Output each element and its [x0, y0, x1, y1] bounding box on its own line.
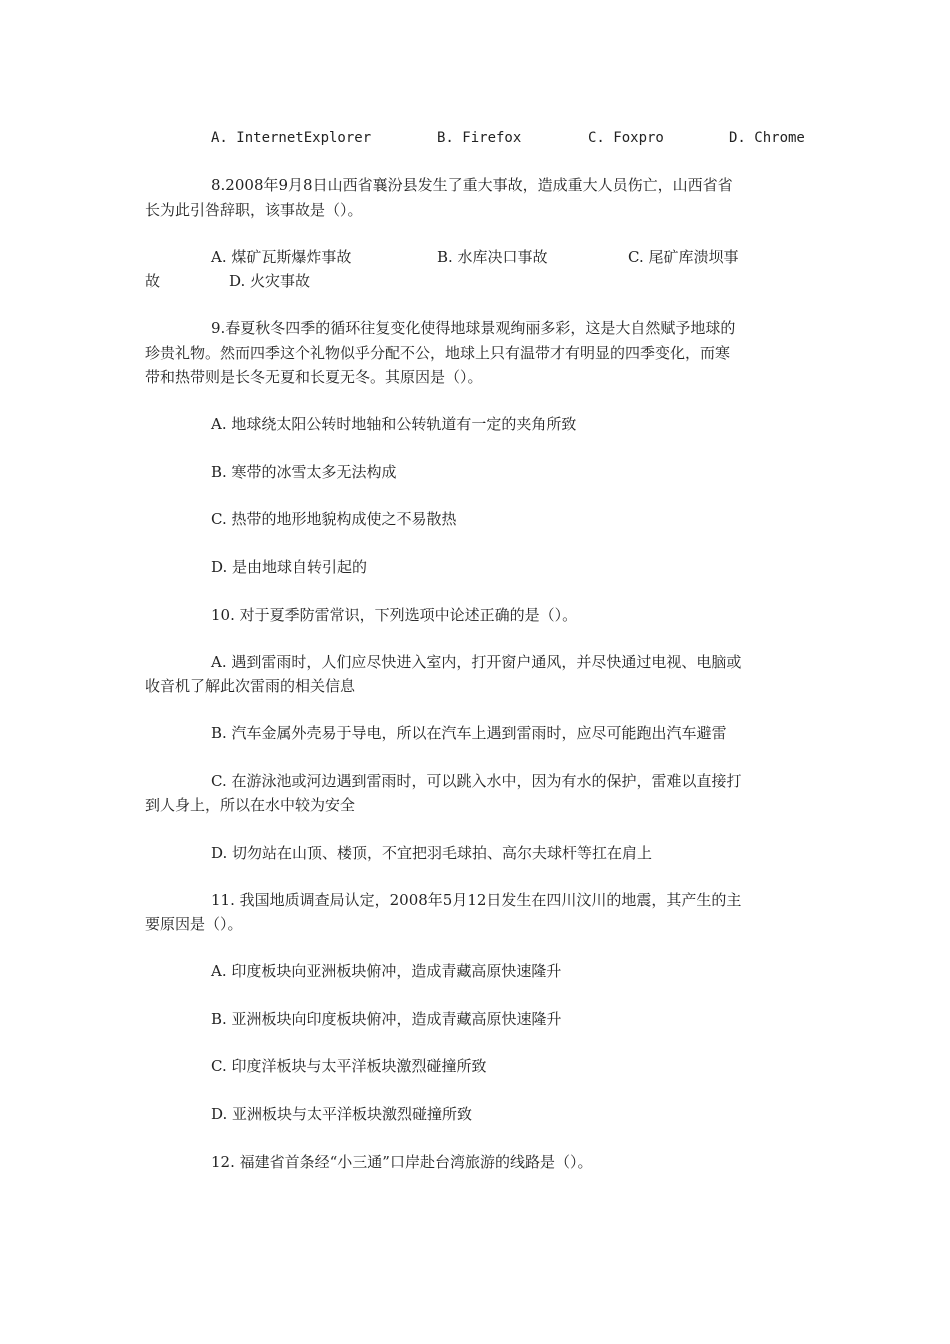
q10-option-a-line-1: A. 遇到雷雨时，人们应尽快进入室内，打开窗户通风，并尽快通过电视、电脑或	[211, 653, 742, 671]
q7-option-a: A. InternetExplorer	[211, 130, 372, 146]
q11-option-b: B. 亚洲板块向印度板块俯冲，造成青藏高原快速隆升	[211, 1010, 562, 1028]
q8-option-b: B. 水库决口事故	[437, 248, 548, 266]
q8-option-c-wrap: 故	[145, 272, 161, 290]
q11-option-d: D. 亚洲板块与太平洋板块激烈碰撞所致	[211, 1105, 473, 1123]
q9-stem-line-2: 珍贵礼物。然而四季这个礼物似乎分配不公，地球上只有温带才有明显的四季变化，而寒	[145, 344, 731, 362]
q9-stem-line-1: 9.春夏秋冬四季的循环往复变化使得地球景观绚丽多彩，这是大自然赋予地球的	[211, 319, 736, 337]
q8-stem-line-2: 长为此引咎辞职，该事故是（）。	[145, 201, 363, 219]
q12-stem: 12. 福建省首条经“小三通”口岸赴台湾旅游的线路是（）。	[211, 1153, 593, 1171]
q7-option-b: B. Firefox	[437, 130, 522, 146]
q8-option-d: D. 火灾事故	[229, 272, 311, 290]
q8-option-a: A. 煤矿瓦斯爆炸事故	[211, 248, 352, 266]
q10-option-d: D. 切勿站在山顶、楼顶，不宜把羽毛球拍、高尔夫球杆等扛在肩上	[211, 844, 653, 862]
q11-option-a: A. 印度板块向亚洲板块俯冲，造成青藏高原快速隆升	[211, 962, 562, 980]
q7-option-d: D. Chrome	[729, 130, 805, 146]
q9-stem-line-3: 带和热带则是长冬无夏和长夏无冬。其原因是（）。	[145, 368, 483, 386]
q11-stem-line-2: 要原因是（）。	[145, 915, 243, 933]
q9-option-d: D. 是由地球自转引起的	[211, 558, 368, 576]
q10-option-a-line-2: 收音机了解此次雷雨的相关信息	[145, 677, 356, 695]
q9-option-a: A. 地球绕太阳公转时地轴和公转轨道有一定的夹角所致	[211, 415, 577, 433]
q10-option-c-line-2: 到人身上，所以在水中较为安全	[145, 796, 356, 814]
q9-option-c: C. 热带的地形地貌构成使之不易散热	[211, 510, 457, 528]
q7-option-c: C. Foxpro	[588, 130, 664, 146]
q11-stem-line-1: 11. 我国地质调查局认定，2008年5月12日发生在四川汶川的地震，其产生的主	[211, 891, 742, 909]
q8-option-c: C. 尾矿库溃坝事	[628, 248, 739, 266]
q10-stem: 10. 对于夏季防雷常识，下列选项中论述正确的是（）。	[211, 606, 578, 624]
q10-option-b: B. 汽车金属外壳易于导电，所以在汽车上遇到雷雨时，应尽可能跑出汽车避雷	[211, 724, 727, 742]
q10-option-c-line-1: C. 在游泳池或河边遇到雷雨时，可以跳入水中，因为有水的保护，雷难以直接打	[211, 772, 742, 790]
q9-option-b: B. 寒带的冰雪太多无法构成	[211, 463, 397, 481]
q8-stem-line-1: 8.2008年9月8日山西省襄汾县发生了重大事故，造成重大人员伤亡，山西省省	[211, 176, 733, 194]
q11-option-c: C. 印度洋板块与太平洋板块激烈碰撞所致	[211, 1057, 487, 1075]
